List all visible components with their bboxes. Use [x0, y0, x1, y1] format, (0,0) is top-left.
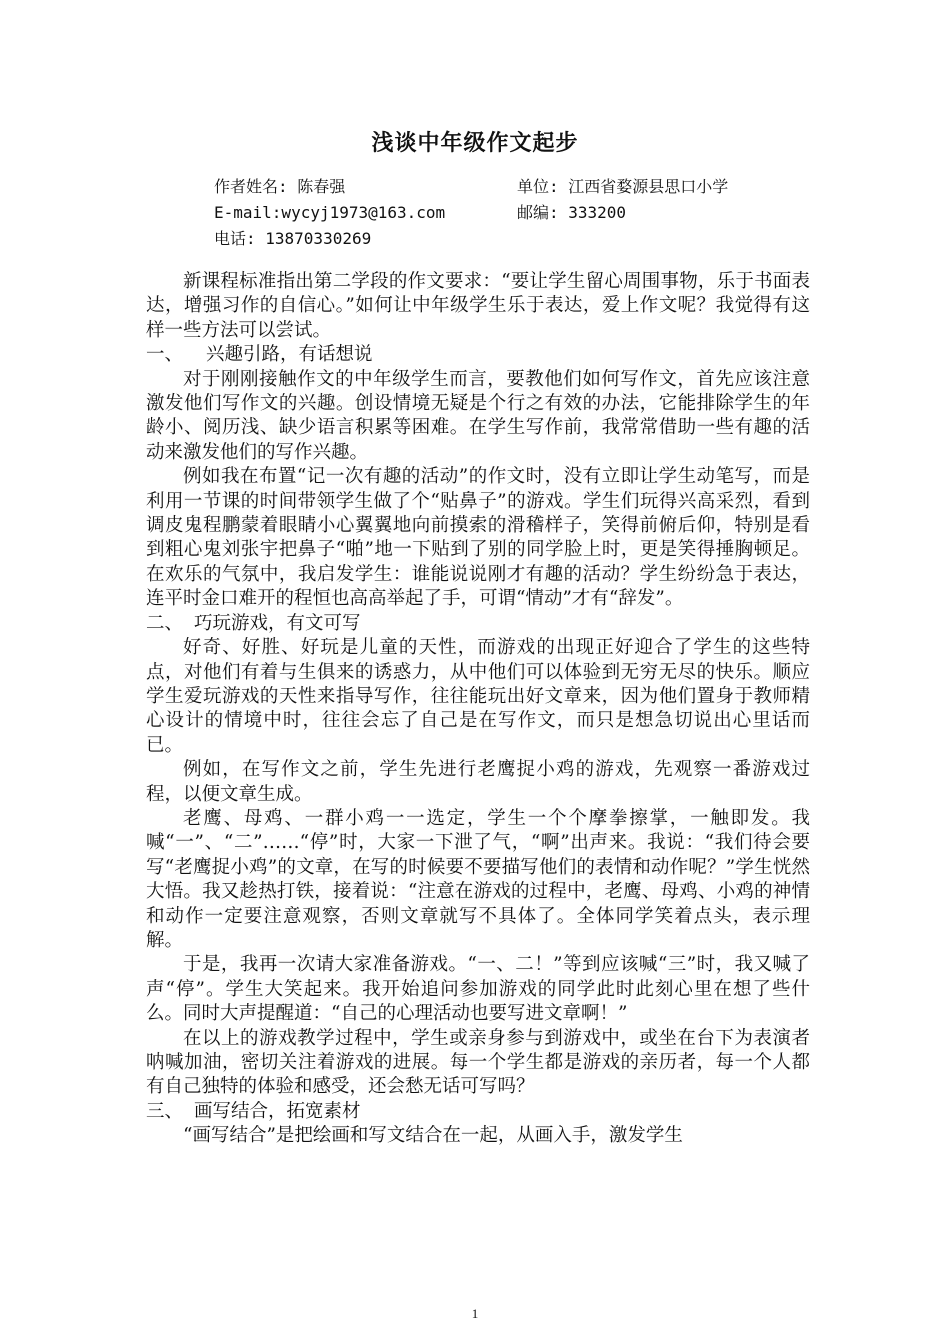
section-title: 巧玩游戏，有文可写	[194, 612, 361, 634]
section-heading	[146, 343, 810, 367]
document-body	[146, 270, 810, 1149]
paragraph: 好奇、好胜、好玩是儿童的天性，而游戏的出现正好迎合了学生的这些特点，对他们有着与生俱来的诱惑力，从中他们可以体验到无穷无尽的快乐。顺应学生爱玩游戏的天性来指导写作，往往能玩出好文章来，因为他们置身于教师精心设计的情境中时，往往会忘了自己是在写作文，而只是想急切说出心里话而已。	[146, 637, 810, 756]
section-heading	[146, 1100, 810, 1124]
paragraph: 于是，我再一次请大家准备游戏。“一、二！”等到应该喊“三”时，我又喊了声“停”。学生大笑起来。我开始追问参加游戏的同学此时此刻心里在想了些什么。同时大声提醒道：“自己的心理活动也要写进文章啊！”	[146, 954, 810, 1025]
phone-number: 电话: 13870330269	[214, 229, 372, 248]
document-title: 浅谈中年级作文起步	[371, 131, 579, 156]
author-unit: 单位: 江西省婺源县思口小学	[517, 177, 729, 196]
author-email: E-mail:wycyj1973@163.com	[214, 203, 446, 222]
paragraph: 例如我在布置“记一次有趣的活动”的作文时，没有立即让学生动笔写，而是利用一节课的时间带领学生做了个“贴鼻子”的游戏。学生们玩得兴高采烈，看到调皮鬼程鹏蒙着眼睛小心翼翼地向前摸索的滑稽样子，笑得前俯后仰，特别是看到粗心鬼刘张宇把鼻子“啪”地一下贴到了别的同学脸上时，更是笑得捶胸顿足。在欢乐的气氛中，我启发学生：谁能说说刚才有趣的活动？学生纷纷急于表达，连平时金口难开的程恒也高高举起了手，可谓“情动”才有“辞发”。	[146, 466, 810, 610]
section-number: 二、	[146, 612, 184, 634]
paragraph: 在以上的游戏教学过程中，学生或亲身参与到游戏中，或坐在台下为表演者呐喊加油，密切关注着游戏的进展。每一个学生都是游戏的亲历者，每一个人都有自己独特的体验和感受，还会愁无话可写吗？	[146, 1027, 810, 1098]
section-title: 画写结合，拓宽素材	[194, 1100, 361, 1122]
postcode: 邮编: 333200	[517, 203, 627, 222]
author-name: 作者姓名: 陈春强	[214, 177, 346, 196]
section-number: 三、	[146, 1100, 184, 1122]
paragraph: 对于刚刚接触作文的中年级学生而言，要教他们如何写作文，首先应该注意激发他们写作文的兴趣。创设情境无疑是个行之有效的办法，它能排除学生的年龄小、阅历浅、缺少语言积累等困难。在学生写作前，我常常借助一些有趣的活动来激发他们的写作兴趣。	[146, 368, 810, 463]
section-heading	[146, 612, 810, 636]
page-number: 1	[471, 1306, 479, 1321]
paragraph: 老鹰、母鸡、一群小鸡一一选定，学生一个个摩拳擦掌，一触即发。我喊“一”、“二”……“停”时，大家一下泄了气，“啊”出声来。我说：“我们待会要写“老鹰捉小鸡”的文章，在写的时候要不要描写他们的表情和动作呢？”学生恍然大悟。我又趁热打铁，接着说：“注意在游戏的过程中，老鹰、母鸡、小鸡的神情和动作一定要注意观察，否则文章就写不具体了。全体同学笑着点头，表示理解。	[146, 807, 810, 951]
paragraph: “画写结合”是把绘画和写文结合在一起，从画入手，激发学生	[183, 1125, 683, 1147]
paragraph: 例如，在写作文之前，学生先进行老鹰捉小鸡的游戏，先观察一番游戏过程，以便文章生成。	[146, 759, 810, 805]
section-title: 兴趣引路，有话想说	[206, 344, 373, 366]
section-number: 一、	[146, 344, 184, 366]
paragraph: 新课程标准指出第二学段的作文要求：“要让学生留心周围事物，乐于书面表达，增强习作的自信心。”如何让中年级学生乐于表达，爱上作文呢？我觉得有这样一些方法可以尝试。	[146, 271, 810, 341]
